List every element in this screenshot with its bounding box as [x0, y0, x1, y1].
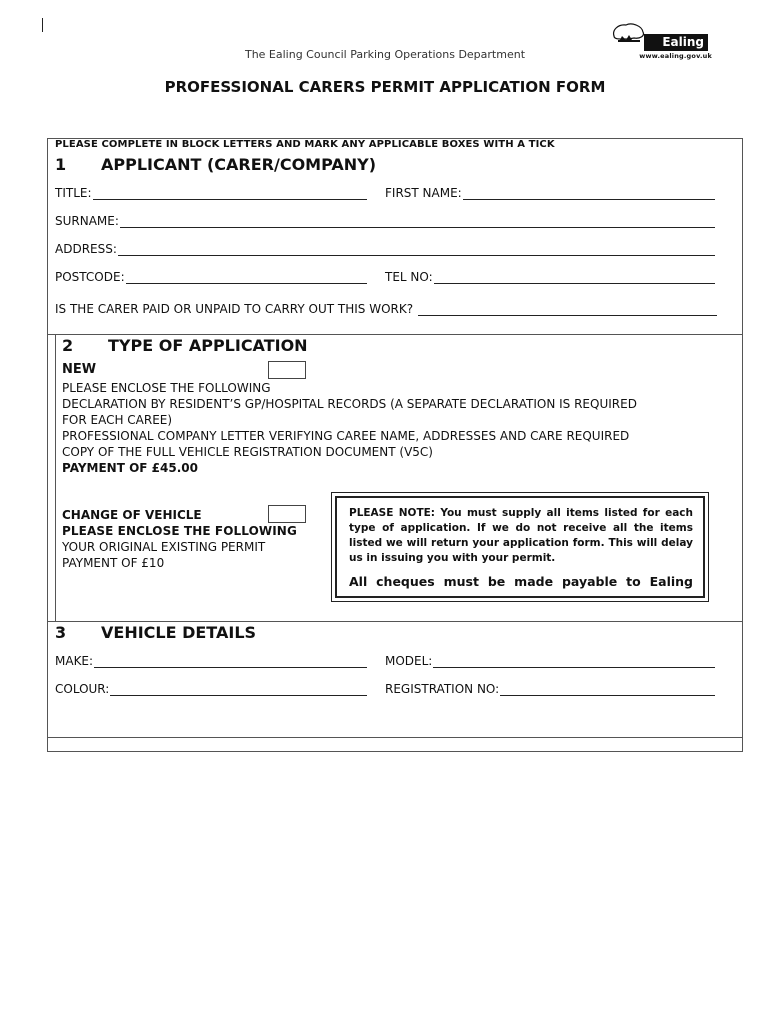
section1-heading	[55, 155, 376, 174]
paid-question-field[interactable]	[55, 302, 717, 316]
new-requirements	[62, 380, 722, 476]
tree-icon	[610, 22, 646, 46]
colour-input-line[interactable]	[110, 683, 367, 696]
new-label: NEW	[62, 362, 97, 377]
paid-question-input-line[interactable]	[418, 303, 717, 316]
address-input-line[interactable]	[118, 243, 715, 256]
make-input-line[interactable]	[94, 655, 367, 668]
postcode-field[interactable]	[55, 270, 367, 284]
colour-field[interactable]	[55, 682, 367, 696]
tel-field[interactable]	[385, 270, 715, 284]
new-requirement-line: FOR EACH CAREE)	[62, 413, 173, 427]
make-label: MAKE:	[55, 654, 94, 668]
new-checkbox[interactable]	[268, 361, 306, 379]
section-divider-3	[48, 621, 742, 622]
cheque-payable-note: All cheques must be made payable to Ealing	[349, 574, 693, 589]
make-field[interactable]	[55, 654, 367, 668]
change-enclose-heading: PLEASE ENCLOSE THE FOLLOWING	[62, 524, 297, 538]
first-name-input-line[interactable]	[463, 187, 715, 200]
surname-field[interactable]	[55, 214, 715, 228]
registration-input-line[interactable]	[500, 683, 715, 696]
registration-label: REGISTRATION NO:	[385, 682, 500, 696]
change-of-vehicle-checkbox[interactable]	[268, 505, 306, 523]
new-payment: PAYMENT OF £45.00	[62, 461, 198, 475]
surname-input-line[interactable]	[120, 215, 715, 228]
address-label: ADDRESS:	[55, 242, 117, 256]
model-label: MODEL:	[385, 654, 433, 668]
title-input-line[interactable]	[93, 187, 367, 200]
new-requirement-line: COPY OF THE FULL VEHICLE REGISTRATION DOCUMENT (V5C)	[62, 445, 433, 459]
colour-label: COLOUR:	[55, 682, 110, 696]
section2-title: TYPE OF APPLICATION	[108, 336, 308, 355]
tel-label: TEL NO:	[385, 270, 433, 284]
new-requirement-line: PROFESSIONAL COMPANY LETTER VERIFYING CAREE NAME, ADDRESSES AND CARE REQUIRED	[62, 429, 630, 443]
tel-input-line[interactable]	[434, 271, 715, 284]
change-requirements	[62, 523, 324, 571]
title-field[interactable]	[55, 186, 367, 200]
section2-left-border	[55, 334, 56, 621]
model-input-line[interactable]	[433, 655, 715, 668]
logo-brand-text: Ealing	[644, 34, 708, 51]
form-bottom-divider	[48, 737, 742, 738]
section2-number: 2	[62, 336, 74, 355]
logo-url-text: www.ealing.gov.uk	[639, 52, 712, 60]
postcode-label: POSTCODE:	[55, 270, 125, 284]
text-cursor-mark	[42, 18, 43, 32]
paid-question-label: IS THE CARER PAID OR UNPAID TO CARRY OUT THIS WORK?	[55, 302, 414, 316]
new-requirement-line: DECLARATION BY RESIDENT’S GP/HOSPITAL RECORDS (A SEPARATE DECLARATION IS REQUIRED	[62, 397, 637, 411]
section1-number: 1	[55, 155, 67, 174]
change-requirement-line: PAYMENT OF £10	[62, 556, 165, 570]
surname-label: SURNAME:	[55, 214, 119, 228]
model-field[interactable]	[385, 654, 715, 668]
change-of-vehicle-label: CHANGE OF VEHICLE	[62, 508, 202, 522]
instructions: PLEASE COMPLETE IN BLOCK LETTERS AND MARK ANY APPLICABLE BOXES WITH A TICK	[55, 139, 555, 150]
section2-heading	[62, 336, 308, 355]
form-title: PROFESSIONAL CARERS PERMIT APPLICATION FORM	[164, 78, 606, 96]
first-name-field[interactable]	[385, 186, 715, 200]
section3-number: 3	[55, 623, 67, 642]
department-name: The Ealing Council Parking Operations Department	[244, 48, 526, 61]
change-requirement-line: YOUR ORIGINAL EXISTING PERMIT	[62, 540, 266, 554]
please-note-inner	[335, 496, 705, 598]
registration-field[interactable]	[385, 682, 715, 696]
please-note-box	[331, 492, 709, 602]
first-name-label: FIRST NAME:	[385, 186, 462, 200]
section1-title: APPLICANT (CARER/COMPANY)	[101, 155, 377, 174]
section-divider-2	[48, 334, 742, 335]
address-field[interactable]	[55, 242, 715, 256]
new-requirement-line: PLEASE ENCLOSE THE FOLLOWING	[62, 381, 271, 395]
section3-title: VEHICLE DETAILS	[101, 623, 257, 642]
title-label: TITLE:	[55, 186, 92, 200]
section3-heading	[55, 623, 256, 642]
please-note-text: PLEASE NOTE: You must supply all items listed for each type of application. If we do not receive all the items listed we will return your application form. This will delay us in issuing you with your permit.	[349, 507, 693, 564]
ealing-logo	[608, 22, 712, 62]
postcode-input-line[interactable]	[126, 271, 367, 284]
